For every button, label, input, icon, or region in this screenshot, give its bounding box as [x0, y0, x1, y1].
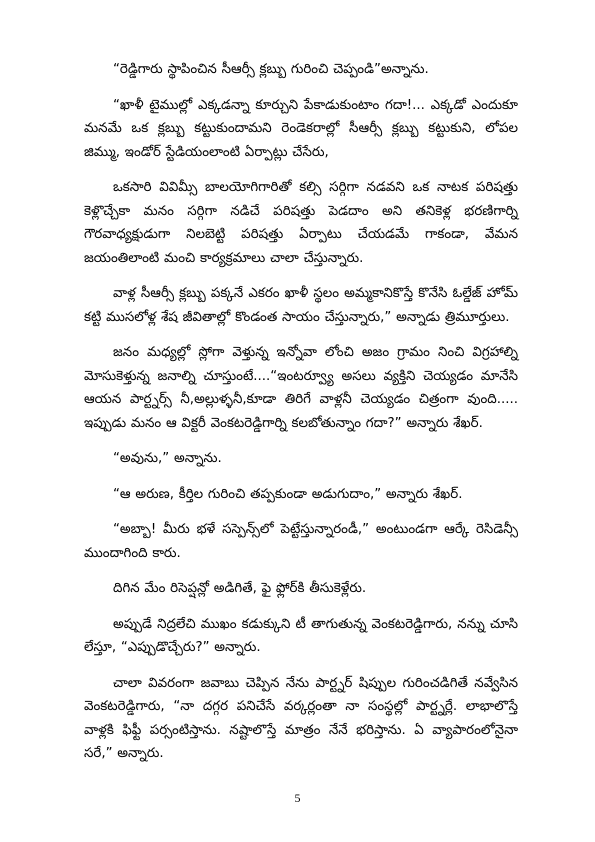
paragraph: “అబ్బా! మీరు భళే సస్పెన్స్‌లో పెట్టేస్తున్నారండీ,” అంటుండగా ఆర్కే రెసిడెన్సీ ముందాగింది కారు. — [84, 522, 518, 561]
paragraph: వాళ్ల సీఆర్సీ క్లబ్బు పక్కనే ఎకరం ఖాళీ స్థలం అమ్మకానికొస్తే కొనేసి ఓల్డేజ్ హోమ్ కట్టి ముసలోళ్ల శేష జీవితాల్లో కొండంత సాయం చేస్తున్నారు,” అన్నాడు త్రిమూర్తులు. — [84, 286, 518, 325]
paragraph: జనం మధ్యల్లో స్లోగా వెళ్తున్న ఇన్నోవా లోంచి అజం గ్రామం నించి విగ్రహాల్ని మోసుకెళ్తున్న జనాల్ని చూస్తుంటే....“ఇంటర్వ్యూ అసలు వ్యక్తిని చెయ్యడం మానేసి ఆయన పార్ట్నర్స్ నీ,అల్లుళ్ళనీ,కూడా తిరిగే వాళ్లనీ చెయ్యడం చిత్రంగా వుంది..... ఇప్పుడు మనం ఆ విక్టరీ వెంకటరెడ్డిగార్ని కలబోతున్నాం గదా?” అన్నారు శేఖర్. — [84, 345, 518, 431]
paragraph: “అవును,” అన్నాను. — [113, 451, 222, 466]
paragraph: అప్పుడే నిద్రలేచి ముఖం కడుక్కుని టీ తాగుతున్న వెంకటరెడ్డిగారు, నన్ను చూసి లేస్తూ, “ఎప్పుడొచ్చేరు?” అన్నారు. — [84, 616, 518, 655]
paragraph: “ఖాళీ టైముల్లో ఎక్కడన్నా కూర్చుని పేకాడుకుంటాం గదా!... ఎక్కడో ఎందుకూ మనమే ఒక క్లబ్బు కట్టుకుందామని రెండెకరాల్లో సీఆర్సీ క్లబ్బు కట్టుకుని, లోపల జిమ్ము, ఇండోర్ స్టేడియంలాంటి ఏర్పాట్లు చేసేరు, — [84, 97, 518, 160]
paragraph: దిగిన మేం రిసెప్షన్లో అడిగితే, ఫై ఫ్లోర్‌కి తీసుకెళ్లేరు. — [113, 581, 367, 596]
paragraph: “రెడ్డిగారు స్థాపించిన సీఆర్సీ క్లబ్బు గురించి చెప్పండి”అన్నాను. — [113, 62, 429, 77]
paragraph: చాలా వివరంగా జవాబు చెప్పిన నేను పార్ట్నర్ షిప్పుల గురించడిగితే నవ్వేసిన వెంకటరెడ్డిగారు, “నా దగ్గర పనిచేసే వర్కర్లంతా నా సంస్థల్లో పార్ట్నర్లే. లాభాలొస్తే వాళ్లకి ఫిఫ్టీ పర్సంటిస్తాను. నష్టాలొస్తే మాత్రం నేనే భరిస్తాను. ఏ వ్యాపారంలోనైనా సరే,” అన్నారు. — [84, 675, 518, 761]
paragraph: “ఆ అరుణ, కీర్తిల గురించి తప్పకుండా అడుగుదాం,” అన్నారు శేఖర్. — [113, 486, 463, 502]
body-text — [84, 58, 518, 778]
paragraph: ఒకసారి వివిమ్సీ బాలయోగిగారితో కల్సి సర్గిగా నడవని ఒక నాటక పరిషత్తు కెళ్లొచ్చేకా మనం సర్గిగా నడిచే పరిషత్తు పెడదాం అని తనికెళ్ల భరణిగార్ని గౌరవాధ్యక్షుడుగా నిలబెట్టి పరిషత్తు ఏర్పాటు చేయడమే గాకండా, వేమన జయంతిలాంటి మంచి కార్యక్రమాలు చాలా చేస్తున్నారు. — [84, 180, 518, 266]
page-number: 5 — [294, 791, 301, 805]
